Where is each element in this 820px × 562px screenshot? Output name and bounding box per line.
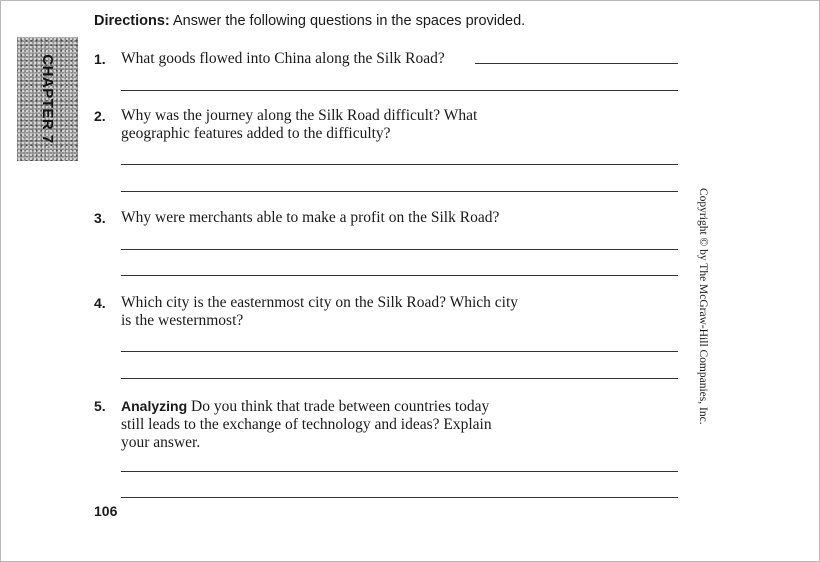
answer-line[interactable] (121, 471, 678, 472)
directions-text: Answer the following questions in the spaces provided. (169, 13, 526, 29)
answer-line[interactable] (121, 249, 678, 250)
question-number: 3. (94, 210, 106, 226)
question-text: What goods flowed into China along the Silk Road? (121, 50, 445, 67)
chapter-tab-label: CHAPTER 7 (39, 54, 56, 144)
directions-label: Directions: (94, 13, 170, 29)
answer-line[interactable] (121, 351, 678, 352)
question-text-line: your answer. (121, 434, 201, 451)
directions (94, 13, 525, 29)
question-text-line: Why was the journey along the Silk Road difficult? What (121, 107, 478, 124)
answer-line[interactable] (121, 497, 678, 498)
answer-line[interactable] (121, 275, 678, 276)
question-1 (94, 50, 445, 68)
copyright-notice: Copyright © by The McGraw-Hill Companies, Inc. (697, 188, 709, 425)
question-3 (94, 209, 499, 227)
question-text: Why were merchants able to make a profit on the Silk Road? (121, 209, 500, 226)
question-text-line (121, 397, 492, 416)
question-text-line: Which city is the easternmost city on the Silk Road? Which city (121, 294, 519, 311)
question-text-line: geographic features added to the difficulty? (121, 125, 391, 142)
question-4 (94, 294, 518, 330)
question-number: 1. (94, 51, 106, 67)
page-number: 106 (94, 503, 118, 519)
question-text-line: is the westernmost? (121, 312, 244, 329)
answer-line[interactable] (475, 63, 678, 64)
question-lead: Analyzing (121, 398, 188, 414)
answer-line[interactable] (121, 90, 678, 91)
answer-line[interactable] (121, 164, 678, 165)
question-number: 2. (94, 108, 106, 124)
answer-line[interactable] (121, 191, 678, 192)
question-text-part: Do you think that trade between countries today (187, 398, 490, 415)
question-5 (94, 397, 492, 452)
question-2 (94, 107, 477, 143)
chapter-tab (17, 37, 78, 161)
question-text-line: still leads to the exchange of technology and ideas? Explain (121, 416, 492, 433)
question-number: 5. (94, 398, 106, 414)
answer-line[interactable] (121, 378, 678, 379)
question-number: 4. (94, 295, 106, 311)
